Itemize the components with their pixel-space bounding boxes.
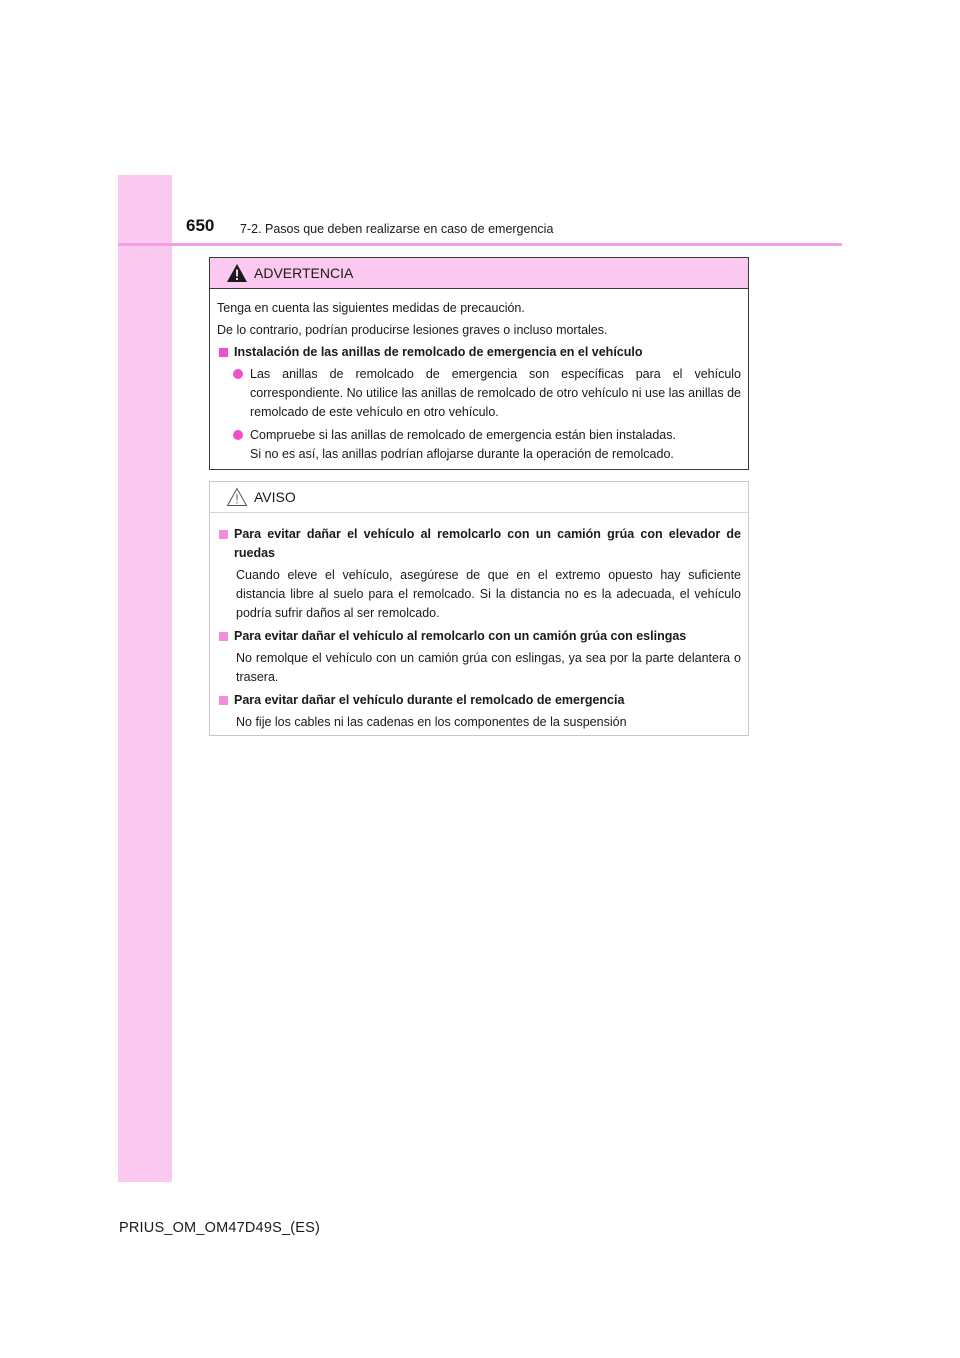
notice-box-header: [210, 482, 748, 513]
notice-heading: [217, 627, 741, 646]
notice-heading-text: Para evitar dañar el vehículo al remolcarlo con un camión grúa con elevador de ruedas: [234, 527, 741, 560]
warning-heading-text: Instalación de las anillas de remolcado de emergencia en el vehículo: [234, 345, 643, 359]
square-bullet-icon: [219, 530, 228, 539]
document-code: PRIUS_OM_OM47D49S_(ES): [119, 1220, 321, 1236]
warning-bullet: [233, 426, 741, 464]
warning-box-body: [210, 289, 748, 464]
notice-heading: [217, 525, 741, 563]
header-rule: [118, 243, 842, 246]
warning-bullet-text: Las anillas de remolcado de emergencia son específicas para el vehículo correspondiente. No utilice las anillas de remolcado de otro vehículo ni use las anillas de remolcado de este vehículo en otro vehículo.: [250, 367, 741, 419]
notice-box: [209, 481, 749, 736]
warning-bullet: [233, 365, 741, 422]
caution-triangle-outline-icon: [226, 487, 248, 507]
warning-bullet-body: [250, 426, 741, 464]
warning-title: ADVERTENCIA: [254, 265, 354, 281]
warning-intro-line-2: De lo contrario, podrían producirse lesiones graves o incluso mortales.: [217, 323, 608, 337]
warning-bullet-line: Compruebe si las anillas de remolcado de emergencia están bien instaladas.: [250, 428, 676, 442]
warning-box-header: [210, 258, 748, 289]
notice-heading: [217, 691, 741, 710]
warning-heading: [217, 343, 741, 362]
square-bullet-icon: [219, 632, 228, 641]
warning-intro-line-1: Tenga en cuenta las siguientes medidas de precaución.: [217, 301, 525, 315]
notice-heading-text: Para evitar dañar el vehículo durante el remolcado de emergencia: [234, 693, 625, 707]
square-bullet-icon: [219, 696, 228, 705]
section-title: 7-2. Pasos que deben realizarse en caso de emergencia: [240, 222, 554, 236]
warning-triangle-icon: [226, 263, 248, 283]
side-color-strip: [118, 175, 172, 1182]
warning-bullet-line: Si no es así, las anillas podrían aflojarse durante la operación de remolcado.: [250, 447, 674, 461]
page-number: 650: [186, 216, 215, 235]
notice-title: AVISO: [254, 489, 296, 505]
round-bullet-icon: [233, 430, 243, 440]
notice-body-text: Cuando eleve el vehículo, asegúrese de que en el extremo opuesto hay suficiente distancia libre al suelo para el remolcado. Si la distancia no es la adecuada, el vehículo podría sufrir daños al ser remolcado.: [236, 568, 741, 620]
notice-body-text: No remolque el vehículo con un camión grúa con eslingas, ya sea por la parte delantera o trasera.: [236, 651, 741, 684]
warning-box: [209, 257, 749, 470]
notice-heading-text: Para evitar dañar el vehículo al remolcarlo con un camión grúa con eslingas: [234, 629, 687, 643]
notice-body-text: No fije los cables ni las cadenas en los componentes de la suspensión: [236, 715, 627, 729]
square-bullet-icon: [219, 348, 228, 357]
round-bullet-icon: [233, 369, 243, 379]
notice-box-body: [210, 513, 748, 732]
